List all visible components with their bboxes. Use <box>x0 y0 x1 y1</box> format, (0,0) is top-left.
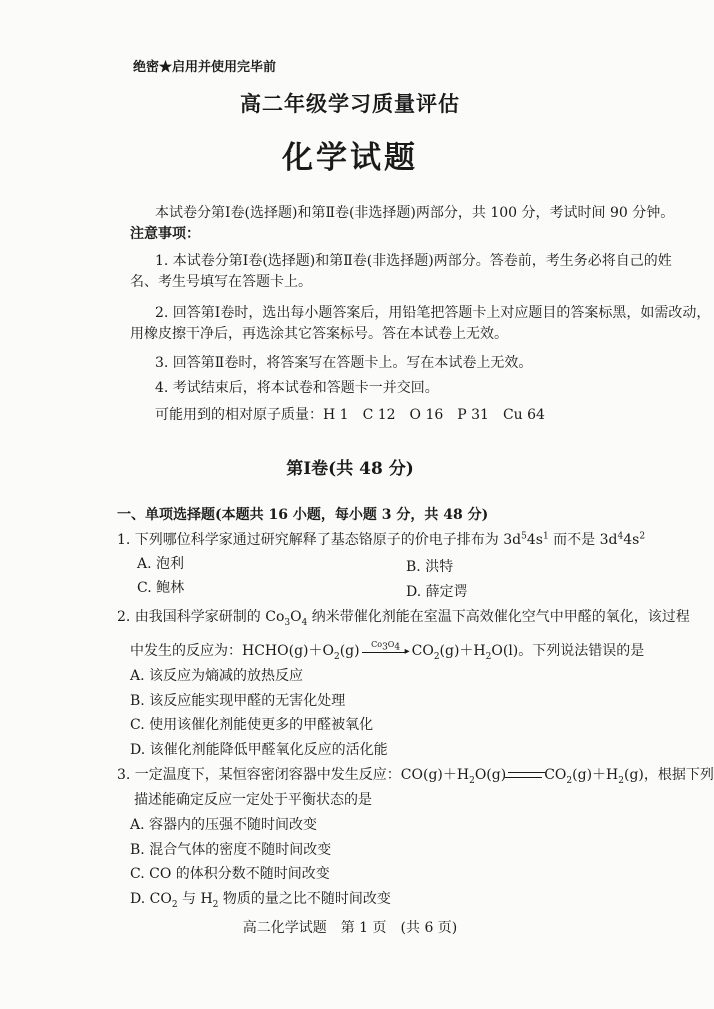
note-3: 3. 回答第Ⅱ卷时，将答案写在答题卡上。写在本试卷上无效。 <box>155 355 533 371</box>
note-1-line-2: 名、考生号填写在答题卡上。 <box>130 274 312 290</box>
question-2-option-b: B. 该反应能实现甲醛的无害化处理 <box>130 693 346 709</box>
question-3-option-c: C. CO 的体积分数不随时间改变 <box>130 866 330 882</box>
question-2-line-2: 中发生的反应为：$HCHO(g)+O_2(g)$ $Co_3O_4$ ▸ $CO_2(g)+H_2O(l)$。下列说法错误的是 <box>130 640 645 662</box>
question-1-stem: 1. 下列哪位科学家通过研究解释了基态铬原子的价电子排布为 $3d^54s^1$ 而不是 $3d^44s^2$ <box>117 531 646 548</box>
question-1-option-b: B. 洪特 <box>406 559 454 575</box>
exam-title: 化学试题 <box>282 140 418 176</box>
question-3-option-b: B. 混合气体的密度不随时间改变 <box>130 842 332 858</box>
question-3-option-a: A. 容器内的压强不随时间改变 <box>130 817 318 833</box>
question-3-option-d: D. $CO_2$ 与 $H_2$ 物质的量之比不随时间改变 <box>130 891 391 910</box>
intro-text: 本试卷分第Ⅰ卷(选择题)和第Ⅱ卷(非选择题)两部分，共 100 分，考试时间 90 分钟。 <box>155 205 675 221</box>
equilibrium-arrow-icon <box>506 768 544 782</box>
question-2-line-1: 2. 由我国科学家研制的 $Co_3O_4$ 纳米带催化剂能在室温下高效催化空气中甲醛的氧化，该过程 <box>117 609 690 628</box>
question-1-option-a: A. 泡利 <box>137 556 185 572</box>
question-2-option-c: C. 使用该催化剂能使更多的甲醛被氧化 <box>130 717 374 733</box>
question-1-option-d: D. 薛定谔 <box>406 584 468 600</box>
section-title: 第Ⅰ卷(共 48 分) <box>286 459 414 479</box>
part-label: 一、单项选择题(本题共 16 小题，每小题 3 分，共 48 分) <box>117 507 489 523</box>
confidential-label: 绝密★启用并使用完毕前 <box>133 60 277 75</box>
atomic-masses: 可能用到的相对原子质量：H 1 C 12 O 16 P 31 Cu 64 <box>155 407 545 423</box>
exam-subtitle: 高二年级学习质量评估 <box>240 91 460 116</box>
question-2-option-d: D. 该催化剂能降低甲醛氧化反应的活化能 <box>130 742 388 758</box>
note-1-line-1: 1. 本试卷分第Ⅰ卷(选择题)和第Ⅱ卷(非选择题)两部分。答卷前，考生务必将自己的姓 <box>155 253 672 269</box>
question-3-line-2: 描述能确定反应一定处于平衡状态的是 <box>134 792 372 808</box>
question-1-option-c: C. 鲍林 <box>137 580 185 596</box>
note-2-line-1: 2. 回答第Ⅰ卷时，选出每小题答案后，用铅笔把答题卡上对应题目的答案标黑，如需改动， <box>155 305 711 321</box>
note-2-line-2: 用橡皮擦干净后，再选涂其它答案标号。答在本试卷上无效。 <box>130 326 508 342</box>
note-4: 4. 考试结束后，将本试卷和答题卡一并交回。 <box>155 380 439 396</box>
notes-heading: 注意事项： <box>130 226 200 242</box>
catalyst-arrow-icon: $Co_3O_4$ ▸ <box>360 641 412 661</box>
question-3-line-1: 3. 一定温度下，某恒容密闭容器中发生反应：$CO(g)+H_2O(g)$ $CO_2(g)+H_2(g)$，根据下列 <box>117 767 714 786</box>
page-footer: 高二化学试题 第 1 页 (共 6 页) <box>242 920 458 936</box>
question-2-option-a: A. 该反应为熵减的放热反应 <box>130 668 304 684</box>
